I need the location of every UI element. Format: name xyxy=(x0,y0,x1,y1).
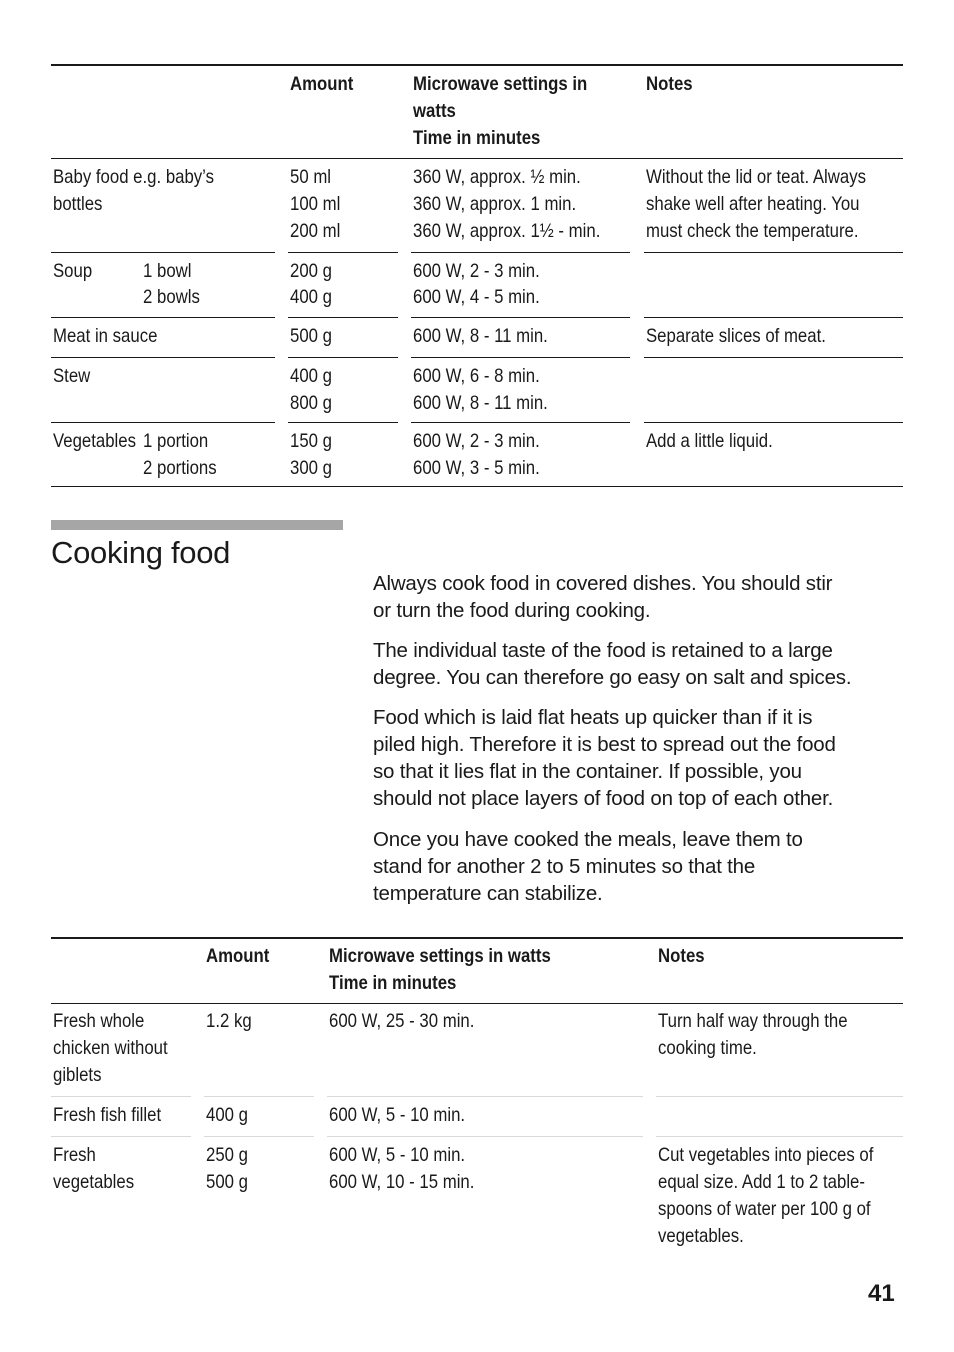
row-rule xyxy=(644,357,903,358)
paragraph-line: piled high. Therefore it is best to spread out the food xyxy=(373,733,836,756)
row-rule xyxy=(644,252,903,253)
row-food: chicken without xyxy=(53,1037,168,1059)
paragraph xyxy=(373,704,913,812)
paragraph xyxy=(373,637,913,691)
header-settings-line3: Time in minutes xyxy=(413,127,541,149)
cooking-table xyxy=(51,937,903,1257)
row-rule xyxy=(288,317,398,318)
row-settings: 600 W, 4 - 5 min. xyxy=(413,286,540,308)
reheating-table xyxy=(51,64,903,488)
row-rule xyxy=(644,317,903,318)
row-subportion: 1 portion xyxy=(143,430,209,452)
row-rule xyxy=(288,357,398,358)
row-notes: must check the temperature. xyxy=(646,220,859,242)
row-rule xyxy=(51,317,275,318)
row-settings: 600 W, 5 - 10 min. xyxy=(329,1144,466,1166)
paragraph-line: temperature can stabilize. xyxy=(373,882,603,905)
row-rule xyxy=(51,422,275,423)
row-settings: 360 W, approx. ½ min. xyxy=(413,166,581,188)
paragraph-line: so that it lies flat in the container. If possible, you xyxy=(373,760,802,783)
row-amount: 400 g xyxy=(290,365,332,387)
section-accent-bar xyxy=(51,520,343,530)
row-amount: 50 ml xyxy=(290,166,332,188)
paragraph-line: should not place layers of food on top of each other. xyxy=(373,787,834,810)
row-food: giblets xyxy=(53,1064,102,1086)
section-title: Cooking food xyxy=(51,535,231,570)
row-settings: 600 W, 10 - 15 min. xyxy=(329,1171,475,1193)
row-rule xyxy=(411,252,630,253)
row-settings: 600 W, 8 - 11 min. xyxy=(413,392,548,414)
row-notes: cooking time. xyxy=(658,1037,757,1059)
row-amount: 150 g xyxy=(290,430,332,452)
row-settings: 600 W, 5 - 10 min. xyxy=(329,1104,466,1126)
row-amount: 200 g xyxy=(290,260,332,282)
header-rule xyxy=(51,158,903,159)
row-amount: 250 g xyxy=(206,1144,248,1166)
row-food: Stew xyxy=(53,365,91,387)
paragraph-line: degree. You can therefore go easy on salt and spices. xyxy=(373,666,852,689)
row-settings: 600 W, 3 - 5 min. xyxy=(413,457,540,479)
row-settings: 600 W, 6 - 8 min. xyxy=(413,365,540,387)
row-notes: Turn half way through the xyxy=(658,1010,848,1032)
row-food: Fresh xyxy=(53,1144,96,1166)
row-settings: 360 W, approx. 1½ - min. xyxy=(413,220,601,242)
row-rule xyxy=(327,1096,643,1097)
row-amount: 500 g xyxy=(290,325,332,347)
row-notes: equal size. Add 1 to 2 table- xyxy=(658,1171,865,1193)
paragraph-line: or turn the food during cooking. xyxy=(373,599,651,622)
row-rule xyxy=(327,1136,643,1137)
row-amount: 400 g xyxy=(290,286,332,308)
header-settings-line2: watts xyxy=(413,100,456,122)
row-food: Fresh fish fillet xyxy=(53,1104,162,1126)
header-settings-line1: Microwave settings in xyxy=(413,73,588,95)
row-rule xyxy=(411,357,630,358)
row-settings: 600 W, 8 - 11 min. xyxy=(413,325,548,347)
row-amount: 100 ml xyxy=(290,193,341,215)
row-amount: 500 g xyxy=(206,1171,248,1193)
table-top-rule xyxy=(51,64,903,66)
header-rule xyxy=(51,1003,903,1004)
page-number: 41 xyxy=(868,1280,895,1307)
row-settings: 600 W, 2 - 3 min. xyxy=(413,430,540,452)
paragraph-line: The individual taste of the food is retained to a large xyxy=(373,639,833,662)
table-top-rule xyxy=(51,937,903,939)
row-food: Baby food e.g. baby’s xyxy=(53,166,214,188)
row-subportion: 2 portions xyxy=(143,457,217,479)
row-amount: 200 ml xyxy=(290,220,341,242)
row-amount: 800 g xyxy=(290,392,332,414)
row-amount: 400 g xyxy=(206,1104,248,1126)
row-food: bottles xyxy=(53,193,103,215)
row-rule xyxy=(656,1096,903,1097)
row-rule xyxy=(51,252,275,253)
header-settings-line2: Time in minutes xyxy=(329,972,457,994)
row-notes: Cut vegetables into pieces of xyxy=(658,1144,874,1166)
row-settings: 600 W, 25 - 30 min. xyxy=(329,1010,475,1032)
row-amount: 1.2 kg xyxy=(206,1010,252,1032)
row-settings: 360 W, approx. 1 min. xyxy=(413,193,577,215)
row-rule xyxy=(288,252,398,253)
paragraph xyxy=(373,570,913,624)
row-subportion: 2 bowls xyxy=(143,286,200,308)
paragraph-line: stand for another 2 to 5 minutes so that the xyxy=(373,855,756,878)
row-notes: shake well after heating. You xyxy=(646,193,860,215)
header-settings-line1: Microwave settings in watts xyxy=(329,945,551,967)
header-notes: Notes xyxy=(658,945,705,967)
table-bottom-rule xyxy=(51,486,903,487)
paragraph-line: Food which is laid flat heats up quicker than if it is xyxy=(373,706,813,729)
row-rule xyxy=(204,1136,314,1137)
row-rule xyxy=(411,317,630,318)
header-amount: Amount xyxy=(290,73,354,95)
row-notes: Separate slices of meat. xyxy=(646,325,826,347)
row-rule xyxy=(411,422,630,423)
paragraph-line: Once you have cooked the meals, leave them to xyxy=(373,828,803,851)
paragraph-line: Always cook food in covered dishes. You should stir xyxy=(373,572,833,595)
row-subportion: 1 bowl xyxy=(143,260,192,282)
row-notes: spoons of water per 100 g of xyxy=(658,1198,871,1220)
row-rule xyxy=(288,422,398,423)
row-notes: vegetables. xyxy=(658,1225,744,1247)
row-rule xyxy=(51,1136,191,1137)
row-food: vegetables xyxy=(53,1171,135,1193)
row-food: Fresh whole xyxy=(53,1010,145,1032)
paragraph xyxy=(373,826,913,907)
header-amount: Amount xyxy=(206,945,270,967)
row-rule xyxy=(204,1096,314,1097)
row-settings: 600 W, 2 - 3 min. xyxy=(413,260,540,282)
row-rule xyxy=(644,422,903,423)
row-notes: Add a little liquid. xyxy=(646,430,773,452)
row-notes: Without the lid or teat. Always xyxy=(646,166,866,188)
row-amount: 300 g xyxy=(290,457,332,479)
row-food: Soup xyxy=(53,260,93,282)
row-rule xyxy=(51,1096,191,1097)
header-notes: Notes xyxy=(646,73,693,95)
row-food: Meat in sauce xyxy=(53,325,158,347)
row-food: Vegetables xyxy=(53,430,137,452)
row-rule xyxy=(656,1136,903,1137)
row-rule xyxy=(51,357,275,358)
